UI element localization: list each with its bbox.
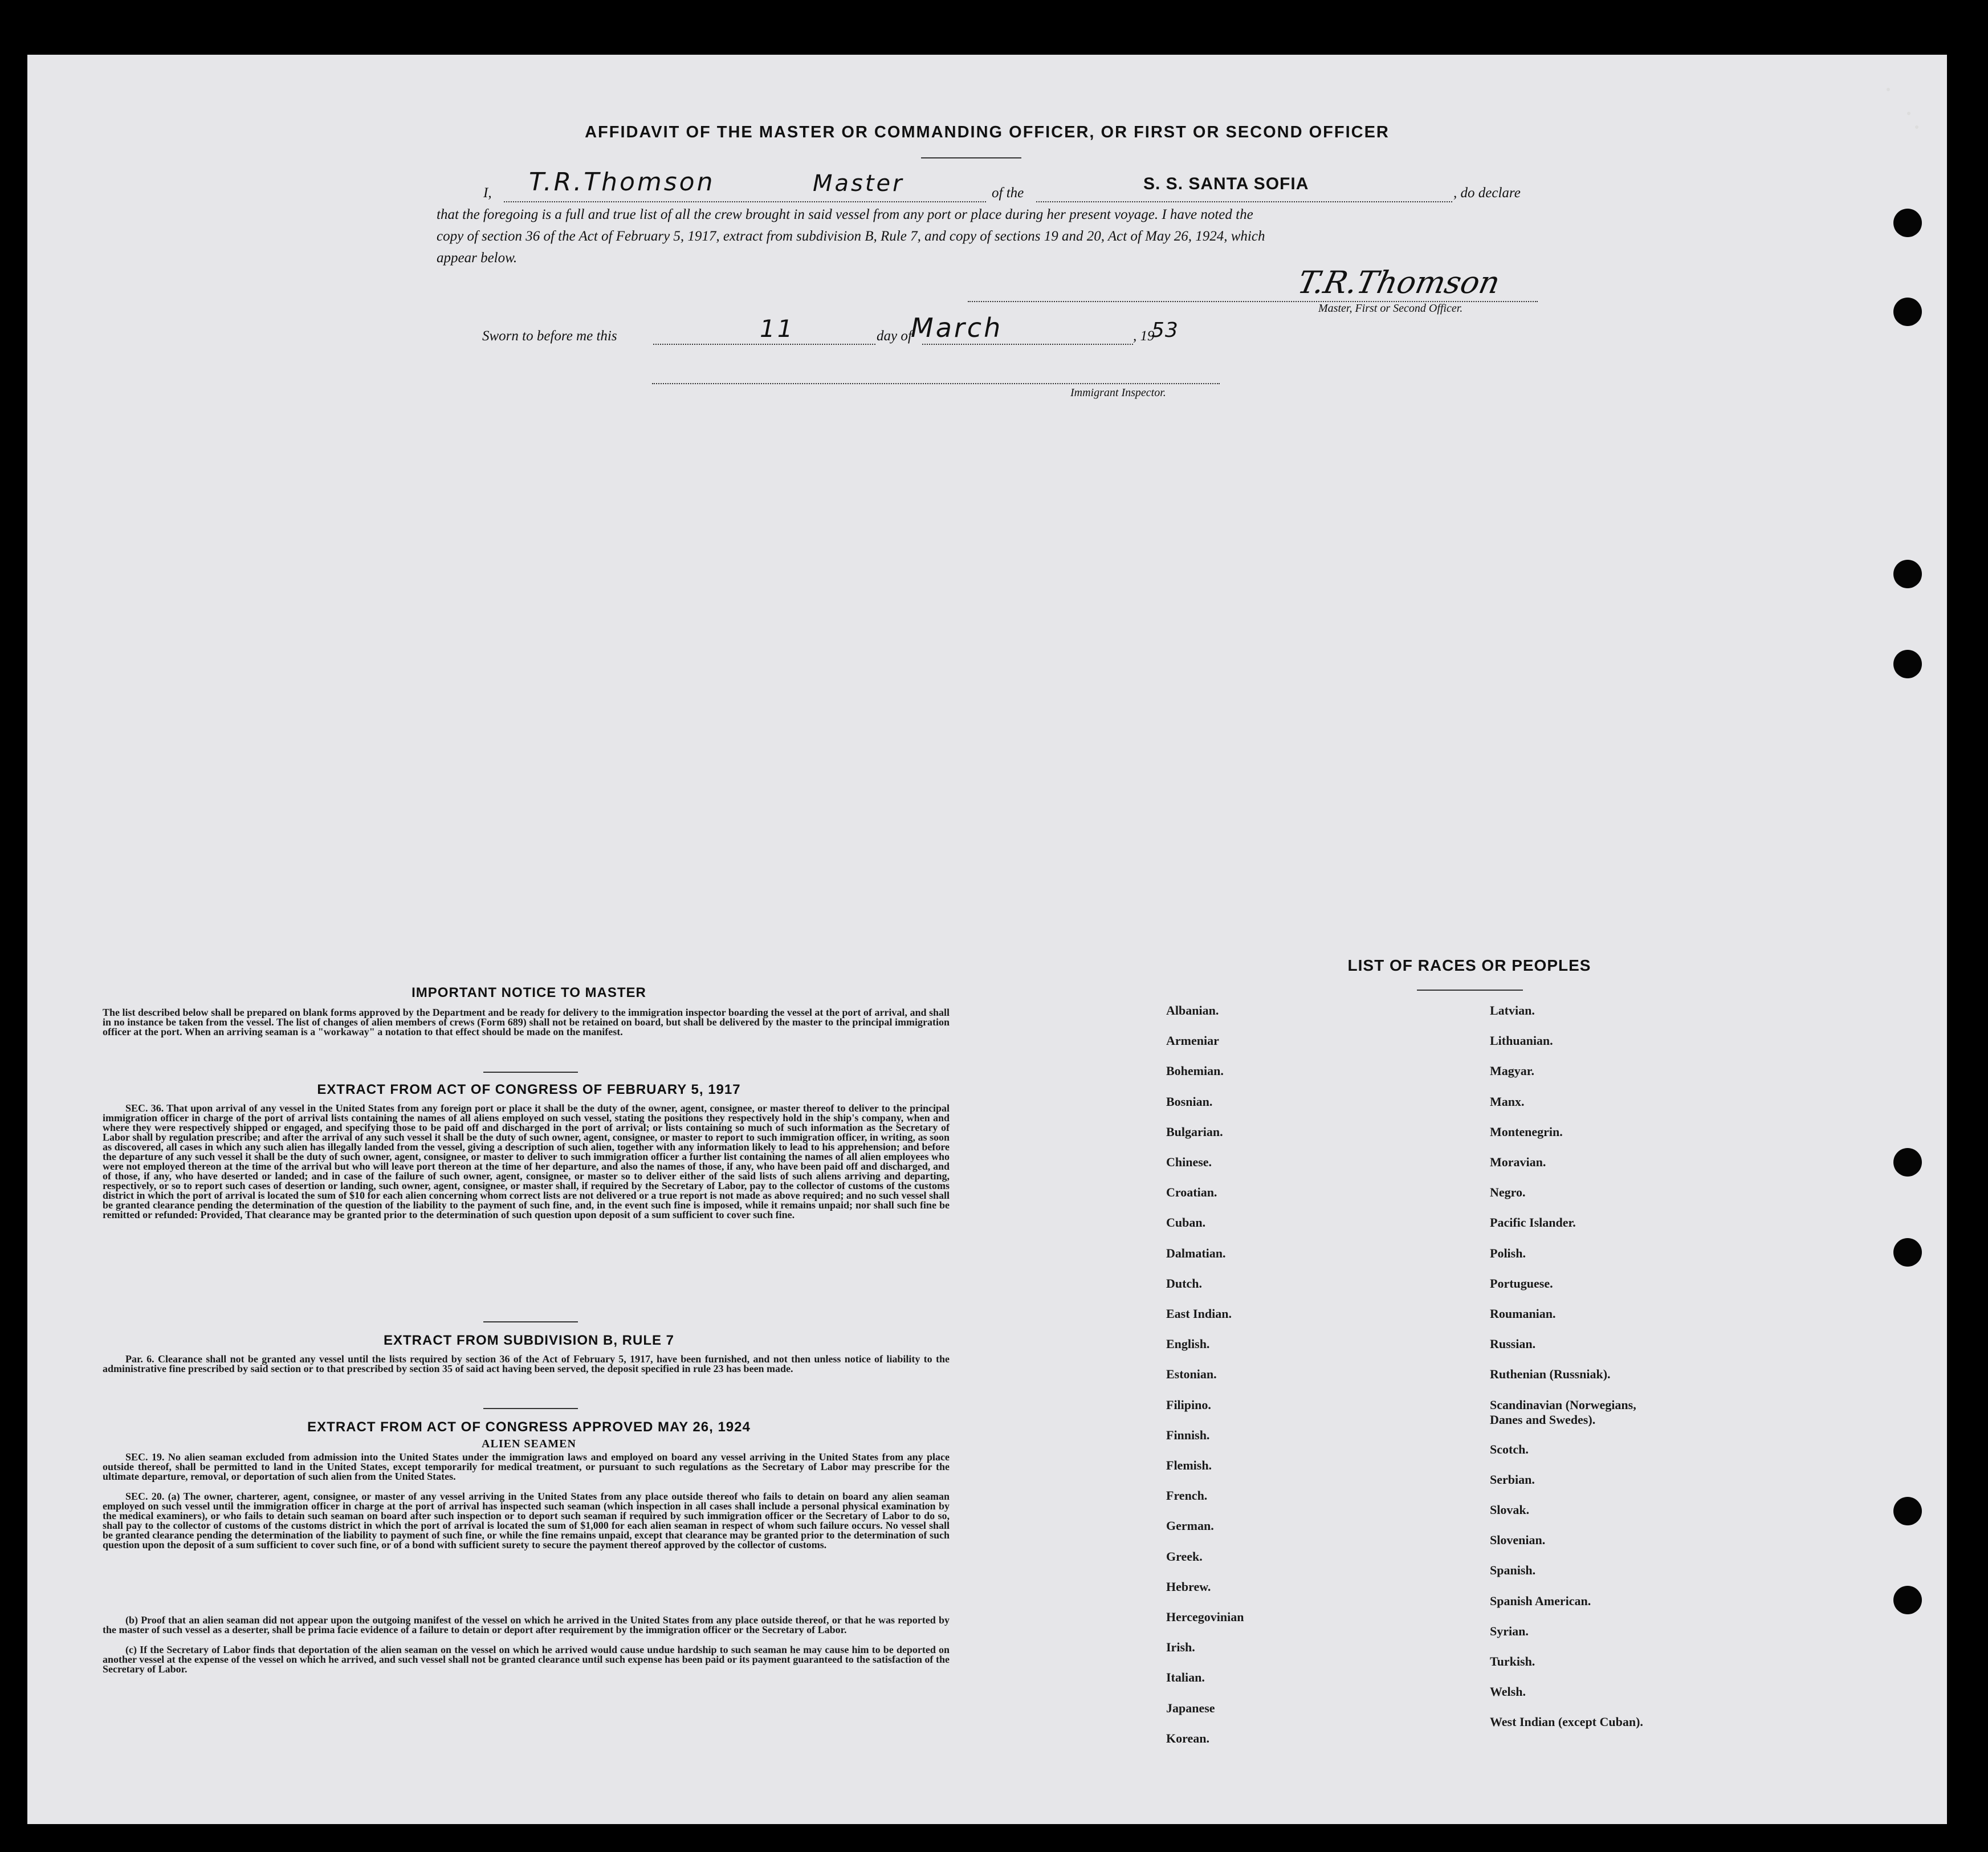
- sworn-day: 11: [760, 315, 795, 343]
- race-item: German.: [1166, 1519, 1214, 1533]
- race-item: Flemish.: [1166, 1458, 1212, 1472]
- race-item: Manx.: [1490, 1094, 1525, 1109]
- extract-1924-sec20b: (b) Proof that an alien seaman did not appear upon the outgoing manifest of the vessel on which he arrived in the United States from any place outside thereof, or that he was reported by the master of such vessel as a deserter, shall be prima facie evidence of a failure to detain or deport after requirement by the immigration officer or the Secretary of Labor.: [103, 1614, 950, 1635]
- race-item: Spanish American.: [1490, 1593, 1591, 1608]
- extract-1924-sec20a: SEC. 20. (a) The owner, charterer, agent, consignee, or master of any vessel arriving in the United States from any place outside thereof who fails to detain on board any alien seaman employed on such vessel until the immigration officer in charge at the port of arrival has inspected such seaman (which inspection in all cases shall include a personal physical examination by the medical examiners), or who fails to detain such seaman on board after such inspection or to deport such seaman if required by such immigration officer or the Secretary of Labor to do so, shall pay to the collector of customs of the customs district in which the port of arrival is located the sum of $1,000 for each alien seaman in respect of whom such failure occurs. No vessel shall be granted clearance pending the determination of the liability to payment of such fine, or while the fine remains unpaid, except that clearance may be granted prior to the determination of such question upon the deposit of a sum sufficient to cover such fine, or of a bond with sufficient surety to secure the payment thereof approved by the collector of customs.: [103, 1491, 950, 1550]
- punch-hole: [1893, 1238, 1922, 1267]
- race-item: Magyar.: [1490, 1064, 1535, 1078]
- races-title: LIST OF RACES OR PEOPLES: [1347, 956, 1591, 974]
- race-item: Bulgarian.: [1166, 1124, 1223, 1139]
- alien-seamen-subtitle: ALIEN SEAMEN: [482, 1438, 576, 1450]
- race-item: English.: [1166, 1337, 1210, 1352]
- affidavit-line-4: appear below.: [437, 250, 518, 266]
- race-item: French.: [1166, 1488, 1208, 1503]
- race-item: Scotch.: [1490, 1442, 1529, 1456]
- punch-hole: [1893, 209, 1922, 237]
- form-page: [27, 55, 1947, 1824]
- races-divider: [1417, 990, 1523, 991]
- race-item: Turkish.: [1490, 1654, 1535, 1668]
- punch-hole: [1893, 298, 1922, 326]
- affidavit-line-3: copy of section 36 of the Act of February 5, 1917, extract from subdivision B, Rule 7, and copy of sections 19 and 20, Act of May 26, 1924, which: [437, 229, 1265, 244]
- title-divider: [921, 157, 1021, 158]
- race-item: Slovak.: [1490, 1503, 1530, 1517]
- race-item: Syrian.: [1490, 1623, 1529, 1638]
- sworn-month: March: [911, 312, 1003, 343]
- extract-1924-sec20c: (c) If the Secretary of Labor finds that deportation of the alien seaman on the vessel on which he arrived would cause undue hardship to such seaman he may cause him to be deported on another vessel at the expense of the vessel on which he arrived, and such vessel shall not be granted clearance until such expense has been paid or its payment guaranteed to the satisfaction of the Secretary of Labor.: [103, 1644, 950, 1675]
- extract-1917-sec36: SEC. 36. That upon arrival of any vessel in the United States from any foreign port or place it shall be the duty of the owner, agent, consignee, or master thereof to deliver to the principal immigration officer in charge of the port of arrival lists containing the names of all aliens employed on such vessel, stating the positions they respectively hold in the ship's company, when and where they were respectively shipped or engaged, and specifying those to be paid off and discharged in the port of arrival; or lists containing so much of such information as the Secretary of Labor shall by regulation prescribe; and after the arrival of any such vessel it shall be the duty of such owner, agent, consignee, or master to report to such immigration officer, in writing, as soon as discovered, all cases in which any such alien has illegally landed from the vessel, giving a description of such alien, together with any information likely to lead to his apprehension; and before the departure of any such vessel it shall be the duty of such owner, agent, consignee, or master to deliver to such immigration officer a further list containing the names of all alien employees who were not employed thereon at the time of the arrival but who will leave port thereon at the time of her departure, and also the names of those, if any, who have been paid off and discharged, and of those, if any, who have deserted or landed; and in case of the failure of such owner, agent, consignee, or master so to deliver either of the said lists of such aliens arriving and departing, respectively, or so to report such cases of desertion or landing, such owner, agent, consignee, or master shall, if required by the Secretary of Labor, pay to the collector of customs of the customs district in which the port of arrival is located the sum of $10 for each alien concerning whom correct lists are not delivered or a true report is not made as above required; and no such vessel shall be granted clearance pending the determination of the question of the liability to the payment of such fine, and, in the event such fine is imposed, while it remains unpaid; nor shall such fine be remitted or refunded: Provided, That clearance may be granted prior to the determination of such question upon deposit of a sum sufficient to cover such fine.: [103, 1102, 950, 1220]
- dust-speck: [1915, 125, 1918, 129]
- punch-hole: [1893, 560, 1922, 588]
- race-item: Croatian.: [1166, 1185, 1217, 1200]
- race-item: Hercegovinian: [1166, 1610, 1244, 1624]
- race-item: Spanish.: [1490, 1563, 1536, 1578]
- punch-hole: [1893, 1148, 1922, 1177]
- race-item: Roumanian.: [1490, 1306, 1556, 1321]
- race-item: Irish.: [1166, 1640, 1195, 1655]
- signature-caption: Master, First or Second Officer.: [1318, 302, 1463, 315]
- sworn-day-dotted-line: [653, 344, 875, 345]
- dust-speck: [1907, 112, 1910, 115]
- punch-hole: [1893, 1586, 1922, 1614]
- race-item: Serbian.: [1490, 1472, 1535, 1487]
- declarant-rank: Master: [813, 170, 905, 197]
- race-item: Armeniar: [1166, 1033, 1219, 1048]
- race-item: Hebrew.: [1166, 1579, 1211, 1594]
- notice-divider: [483, 1072, 578, 1073]
- race-item: Filipino.: [1166, 1397, 1211, 1412]
- inspector-caption: Immigrant Inspector.: [1070, 386, 1166, 399]
- notice-text: The list described below shall be prepared on blank forms approved by the Department and be ready for delivery to the immigration inspector boarding the vessel at the port of arrival, and shall in no instance be taken from the vessel. The list of changes of alien members of crews (Form 689) shall not be retained on board, but shall be delivered by the master to the principal immigration officer at the port. When an arriving seaman is a "workaway" a notation to that effect should be made on the manifest.: [103, 1007, 950, 1037]
- vessel-name-stamp: S. S. SANTA SOFIA: [1143, 174, 1309, 193]
- race-item: Moravian.: [1490, 1155, 1546, 1169]
- race-item: Japanese: [1166, 1700, 1215, 1715]
- dust-speck: [1887, 88, 1890, 91]
- race-item: Cuban.: [1166, 1215, 1206, 1230]
- race-item: Scandinavian (Norwegians, Danes and Swedes).: [1490, 1397, 1636, 1427]
- race-item: Albanian.: [1166, 1003, 1219, 1017]
- race-item: Slovenian.: [1490, 1533, 1546, 1548]
- race-item: Finnish.: [1166, 1427, 1210, 1442]
- sworn-year: 53: [1151, 319, 1179, 342]
- race-item: Estonian.: [1166, 1367, 1217, 1382]
- inspector-dotted-line: [652, 383, 1220, 384]
- race-item: Polish.: [1490, 1245, 1526, 1260]
- vessel-dotted-line: [1036, 201, 1452, 202]
- race-item: Greek.: [1166, 1549, 1203, 1564]
- extract-1924-sec19: SEC. 19. No alien seaman excluded from admission into the United States under the immigration laws and employed on board any vessel arriving in the United States from any place outside thereof, shall be permitted to land in the United States, except temporarily for medical treatment, or pursuant to such regulations as the Secretary of Labor may prescribe for the ultimate departure, removal, or deportation of such alien from the United States.: [103, 1451, 950, 1482]
- do-declare-label: , do declare: [1453, 185, 1521, 201]
- extract-1924-title: EXTRACT FROM ACT OF CONGRESS APPROVED MAY 26, 1924: [307, 1419, 751, 1435]
- race-item: Russian.: [1490, 1337, 1536, 1352]
- rule7-title: EXTRACT FROM SUBDIVISION B, RULE 7: [383, 1333, 675, 1348]
- extract-1917-title: EXTRACT FROM ACT OF CONGRESS OF FEBRUARY 5, 1917: [317, 1082, 741, 1097]
- race-item: Pacific Islander.: [1490, 1215, 1576, 1230]
- race-item: Bosnian.: [1166, 1094, 1213, 1109]
- race-item: Dalmatian.: [1166, 1245, 1226, 1260]
- race-item: Lithuanian.: [1490, 1033, 1553, 1048]
- day-of-label: day of: [877, 328, 912, 344]
- of-the-label: of the: [992, 185, 1024, 201]
- master-signature: T.R.Thomson: [1294, 264, 1504, 300]
- rule7-divider: [483, 1408, 578, 1409]
- rule7-par6: Par. 6. Clearance shall not be granted any vessel until the lists required by section 36 of the Act of February 5, 1917, have been furnished, and not then unless notice of liability to the administrative fine prescribed by said section or to that prescribed by section 35 of said act having been served, the deposit specified in rule 23 has been made.: [103, 1353, 950, 1374]
- notice-title: IMPORTANT NOTICE TO MASTER: [412, 985, 646, 1000]
- name-dotted-line: [504, 201, 986, 202]
- race-item: Korean.: [1166, 1731, 1209, 1745]
- race-item: Montenegrin.: [1490, 1124, 1563, 1139]
- race-item: Dutch.: [1166, 1276, 1202, 1291]
- affidavit-line-2: that the foregoing is a full and true list of all the crew brought in said vessel from any port or place during her present voyage. I have noted the: [437, 207, 1253, 222]
- race-item: Italian.: [1166, 1670, 1205, 1685]
- affidavit-title: AFFIDAVIT OF THE MASTER OR COMMANDING OFFICER, OR FIRST OR SECOND OFFICER: [585, 123, 1390, 141]
- punch-hole: [1893, 1497, 1922, 1525]
- race-item: Ruthenian (Russniak).: [1490, 1367, 1611, 1382]
- race-item: Welsh.: [1490, 1684, 1526, 1699]
- sworn-month-dotted-line: [922, 344, 1133, 345]
- sworn-prefix: Sworn to before me this: [482, 328, 617, 344]
- extract-1917-divider: [483, 1321, 578, 1322]
- punch-hole: [1893, 650, 1922, 678]
- affidavit-i-prefix: I,: [483, 185, 492, 201]
- race-item: Latvian.: [1490, 1003, 1535, 1017]
- year-prefix: , 19: [1133, 328, 1155, 344]
- declarant-name: T.R.Thomson: [529, 168, 715, 197]
- race-item: Negro.: [1490, 1185, 1526, 1200]
- race-item: West Indian (except Cuban).: [1490, 1715, 1643, 1729]
- race-item: Chinese.: [1166, 1155, 1212, 1169]
- race-item: Bohemian.: [1166, 1064, 1224, 1078]
- race-item: Portuguese.: [1490, 1276, 1553, 1291]
- race-item: East Indian.: [1166, 1306, 1232, 1321]
